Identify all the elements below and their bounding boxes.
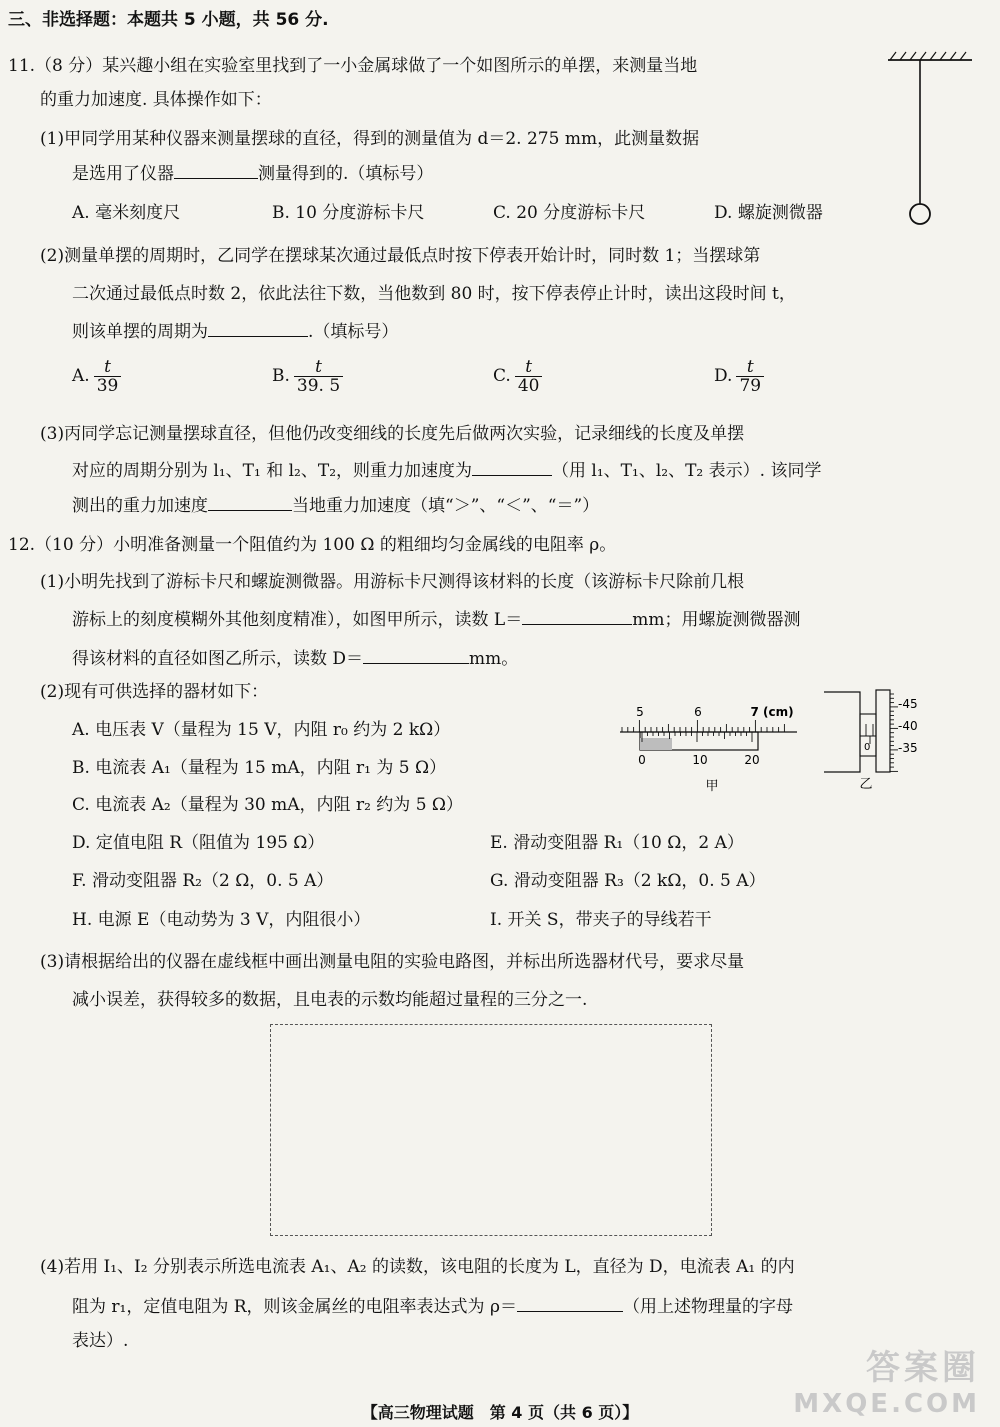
q11-p1-line2-text: 是选用了仪器 — [72, 164, 174, 184]
micrometer-label-40-text: 40 — [902, 719, 918, 733]
q12-p4-line2-tail: （用上述物理量的字母 — [622, 1297, 793, 1317]
q12-p4-line3: 表达）. — [72, 1331, 129, 1351]
q11-p1-answer-blank[interactable] — [174, 160, 258, 179]
micrometer-frame — [824, 692, 860, 772]
micrometer-sleeve-ticks — [866, 724, 873, 744]
q11-p2-option-c — [493, 358, 542, 395]
q12-p1-line1: (1)小明先找到了游标卡尺和螺旋测微器。用游标卡尺测得该材料的长度（该游标卡尺除前几根 — [40, 572, 745, 592]
q11-p3-line3-tail: 当地重力加速度（填“＞”、“＜”、“＝”） — [292, 496, 600, 516]
section-header: 三、非选择题：本题共 5 小题，共 56 分. — [8, 10, 329, 30]
q12-p1-line3-tail: mm。 — [469, 649, 519, 669]
q12-p1-line3-text: 得该材料的直径如图乙所示，读数 D＝ — [72, 649, 364, 669]
fraction-denominator: 39. 5 — [296, 376, 341, 396]
fraction-denominator: 79 — [739, 376, 762, 396]
watermark-line1: 答案圈 — [866, 1348, 980, 1388]
micrometer-label-35: -35 — [898, 741, 918, 755]
q11-p3-formula-blank[interactable] — [472, 457, 552, 476]
q11-p1-option-a: A. 毫米刻度尺 — [72, 203, 181, 223]
q12-p3-line2: 减小误差，获得较多的数据，且电表的示数均能超过量程的三分之一. — [72, 990, 588, 1010]
equipment-g: G. 滑动变阻器 R₃（2 kΩ，0. 5 A） — [490, 871, 766, 891]
micrometer-figure — [820, 684, 930, 794]
micrometer-label-35-text: 35 — [902, 741, 918, 755]
fraction — [294, 358, 343, 395]
caliper-vernier-label-0: 0 — [638, 753, 646, 767]
micrometer-sleeve-label: 0 — [864, 742, 871, 753]
q11-p2-line3-tail: .（填标号） — [308, 322, 399, 342]
equipment-d: D. 定值电阻 R（阻值为 195 Ω） — [72, 833, 325, 853]
q11-p3-line2-text: 对应的周期分别为 l₁、T₁ 和 l₂、T₂，则重力加速度为 — [72, 461, 473, 481]
micrometer-label-45-text: 45 — [902, 697, 918, 711]
caliper-main-ticks — [622, 720, 784, 732]
micrometer-label-40: -40 — [898, 719, 918, 733]
fraction-denominator: 39 — [96, 376, 119, 396]
q12-p3-line1: (3)请根据给出的仪器在虚线框中画出测量电阻的实验电路图，并标出所选器材代号，要求尽量 — [40, 952, 745, 972]
option-label: C. — [493, 366, 511, 386]
q11-p1-line2-tail: 测量得到的.（填标号） — [258, 164, 434, 184]
watermark-logo — [793, 1340, 980, 1419]
q11-p2-option-d — [714, 358, 764, 395]
q12-p4-line1: (4)若用 I₁、I₂ 分别表示所选电流表 A₁、A₂ 的读数，该电阻的长度为 L，直径为 D，电流表 A₁ 的内 — [40, 1257, 795, 1277]
q11-p3-line2-tail: （用 l₁、T₁、l₂、T₂ 表示）. 该同学 — [552, 461, 822, 481]
q11-p1-option-b: B. 10 分度游标卡尺 — [272, 203, 425, 223]
micrometer-thimble-ticks — [890, 694, 898, 771]
q11-p3-compare-blank[interactable] — [208, 492, 292, 511]
q12-p1-line2-tail: mm；用螺旋测微器测 — [632, 610, 801, 630]
q11-p1-line1: (1)甲同学用某种仪器来测量摆球的直径，得到的测量值为 d＝2. 275 mm，此测量数据 — [40, 129, 700, 149]
q11-p2-line1: (2)测量单摆的周期时，乙同学在摆球某次通过最低点时按下停表开始计时，同时数 1；当摆球第 — [40, 246, 761, 266]
fraction-numerator: t — [736, 358, 764, 377]
q11-stem-line2: 的重力加速度. 具体操作如下： — [40, 90, 272, 110]
q12-stem: 12.（10 分）小明准备测量一个阻值约为 100 Ω 的粗细均匀金属线的电阻率 ρ。 — [8, 535, 617, 555]
equipment-i: I. 开关 S，带夹子的导线若干 — [490, 910, 712, 930]
q12-p4-line2-text: 阻为 r₁，定值电阻为 R，则该金属丝的电阻率表达式为 ρ＝ — [72, 1297, 517, 1317]
caliper-caption: 甲 — [705, 779, 719, 794]
micrometer-label-45: -45 — [898, 697, 918, 711]
q11-stem-line1: 11.（8 分）某兴趣小组在实验室里找到了一小金属球做了一个如图所示的单摆，来测量当地 — [8, 56, 698, 76]
vernier-caliper-figure — [612, 700, 802, 795]
option-label: B. — [272, 366, 290, 386]
fraction-numerator: t — [94, 358, 122, 377]
caliper-main-label-6: 6 — [694, 705, 702, 719]
q11-p2-option-b — [272, 358, 343, 395]
q11-p2-option-a — [72, 358, 121, 395]
q11-p2-line2: 二次通过最低点时数 2，依此法往下数，当他数到 80 时，按下停表停止计时，读出这段时间 t， — [72, 284, 796, 304]
q11-p2-line3-text: 则该单摆的周期为 — [72, 322, 208, 342]
page-footer: 【高三物理试题 第 4 页（共 6 页）】 — [361, 1403, 639, 1422]
pendulum-diagram — [880, 50, 980, 235]
caliper-vernier-label-20: 20 — [744, 753, 760, 767]
q12-resistivity-blank[interactable] — [517, 1293, 623, 1312]
q11-p3-line3-text: 测出的重力加速度 — [72, 496, 208, 516]
equipment-c: C. 电流表 A₂（量程为 30 mA，内阻 r₂ 约为 5 Ω） — [72, 795, 464, 815]
circuit-drawing-box[interactable] — [270, 1024, 712, 1236]
q12-length-blank[interactable] — [522, 606, 632, 625]
q11-p1-option-d: D. 螺旋测微器 — [714, 203, 823, 223]
watermark-line2: MXQE.COM — [793, 1389, 980, 1419]
q12-equipment-title: (2)现有可供选择的器材如下： — [40, 682, 269, 702]
q11-p1-option-c: C. 20 分度游标卡尺 — [493, 203, 646, 223]
pendulum-hatching — [890, 52, 966, 60]
equipment-a: A. 电压表 V（量程为 15 V，内阻 r₀ 约为 2 kΩ） — [72, 720, 451, 740]
fraction-numerator: t — [294, 358, 343, 377]
caliper-main-label-5: 5 — [636, 705, 644, 719]
fraction — [94, 358, 122, 395]
q12-diameter-blank[interactable] — [363, 645, 469, 664]
equipment-b: B. 电流表 A₁（量程为 15 mA，内阻 r₁ 为 5 Ω） — [72, 758, 447, 778]
pendulum-ball — [910, 204, 930, 224]
equipment-e: E. 滑动变阻器 R₁（10 Ω，2 A） — [490, 833, 744, 853]
micrometer-caption: 乙 — [859, 777, 873, 792]
option-label: A. — [72, 366, 90, 386]
fraction — [736, 358, 764, 395]
equipment-h: H. 电源 E（电动势为 3 V，内阻很小） — [72, 910, 371, 930]
fraction-numerator: t — [515, 358, 543, 377]
q12-p1-line2-text: 游标上的刻度模糊外其他刻度精准），如图甲所示，读数 L＝ — [72, 610, 523, 630]
caliper-blurred-region — [640, 738, 672, 750]
caliper-vernier-label-10: 10 — [692, 753, 708, 767]
q11-p2-answer-blank[interactable] — [208, 318, 308, 337]
equipment-f: F. 滑动变阻器 R₂（2 Ω，0. 5 A） — [72, 871, 334, 891]
fraction-denominator: 40 — [517, 376, 540, 396]
option-label: D. — [714, 366, 733, 386]
micrometer-thimble — [876, 690, 890, 772]
fraction — [515, 358, 543, 395]
caliper-main-label-7: 7 (cm) — [750, 705, 794, 719]
q11-p3-line1: (3)丙同学忘记测量摆球直径，但他仍改变细线的长度先后做两次实验，记录细线的长度及单摆 — [40, 424, 745, 444]
